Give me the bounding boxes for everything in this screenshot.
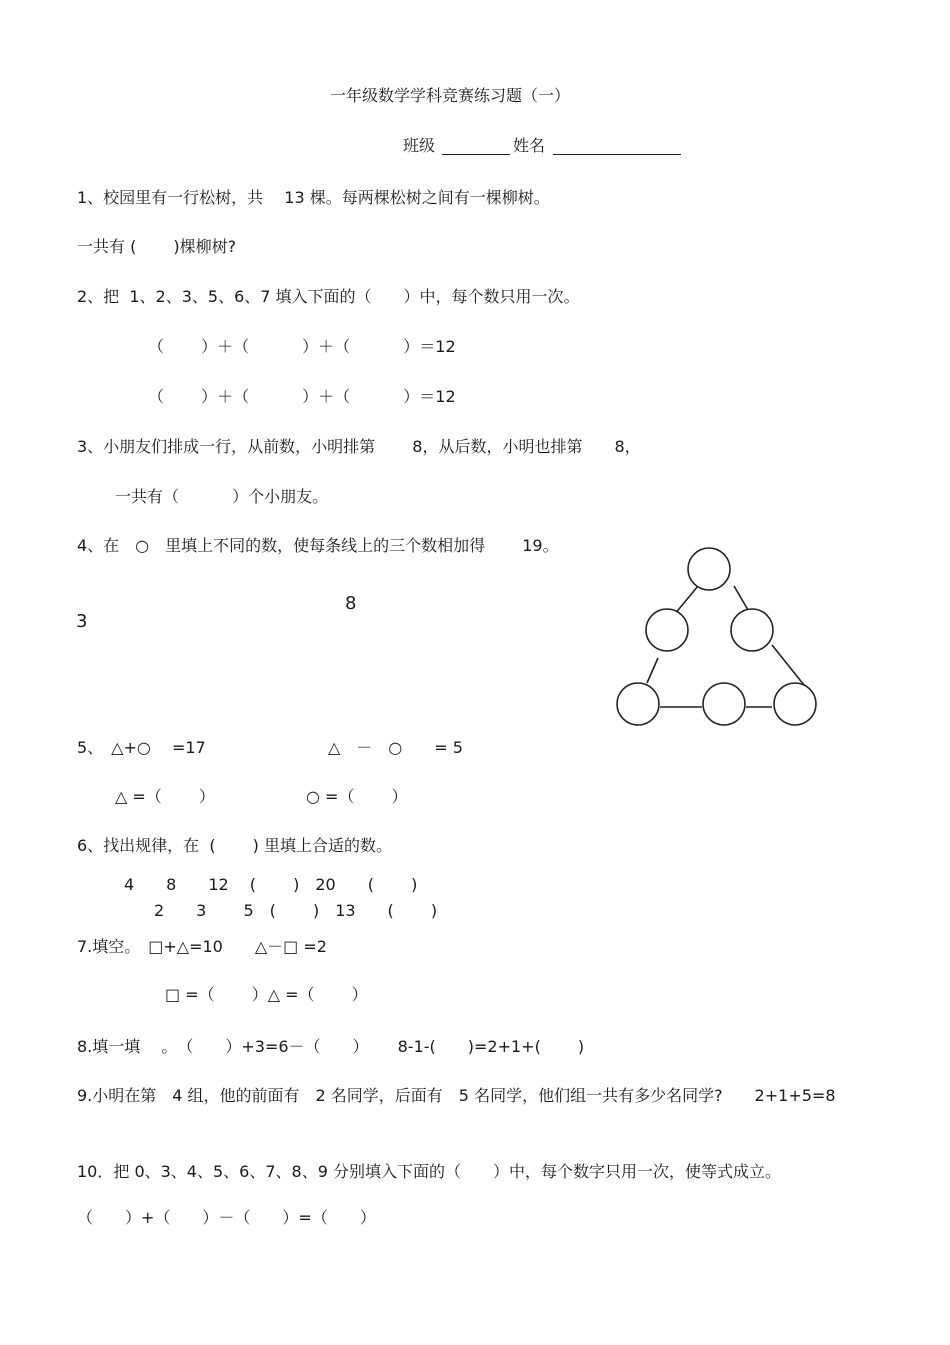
answer-circle[interactable] xyxy=(617,683,659,725)
q4-line1: 4、在 ○ 里填上不同的数，使每条线上的三个数相加得 19。 xyxy=(77,536,559,555)
q8-line1: 8.填一填 。 （ ）+3=6－（ ） 8-1-( )=2+1+( ) xyxy=(77,1037,585,1056)
class-label: 班级 xyxy=(403,136,436,155)
q10-line1: 10．把 0、3、4、5、6、7、8、9 分别填入下面的（ ）中，每个数字只用一次，使等式成立。 xyxy=(77,1162,781,1181)
answer-circle[interactable] xyxy=(731,609,773,651)
q9-line1: 9.小明在第 4 组，他的前面有 2 名同学，后面有 5 名同学，他们组一共有多少名同学? 2+1+5=8 xyxy=(77,1086,836,1105)
page-title: 一年级数学学科竞赛练习题（一） xyxy=(330,86,571,105)
q4-number-3: 3 xyxy=(76,611,88,632)
q5-equation-2: △ － ○ = 5 xyxy=(328,738,463,757)
q6-sequence-2: 2 3 5 ( ) 13 ( ) xyxy=(154,901,438,920)
q2-equation-1: （ ）＋（ ）＋（ ）＝12 xyxy=(148,337,456,356)
diagram-line xyxy=(734,586,748,610)
q6-sequence-1: 4 8 12 ( ) 20 ( ) xyxy=(124,875,418,894)
q7-line1: 7.填空。 □+△=10 △－□ =2 xyxy=(77,937,327,956)
q3-line1: 3、小朋友们排成一行，从前数，小明排第 8，从后数，小明也排第 8， xyxy=(77,437,641,456)
q4-number-8: 8 xyxy=(345,593,357,614)
diagram-line xyxy=(647,658,658,683)
name-blank[interactable] xyxy=(553,138,681,155)
diagram-line xyxy=(674,586,698,615)
answer-circle[interactable] xyxy=(703,683,745,725)
q5-answer-circle: ○ =（ ） xyxy=(306,787,408,806)
answer-circle[interactable] xyxy=(646,609,688,651)
q5-answer-triangle: △ =（ ） xyxy=(115,787,215,806)
triangle-circles-diagram xyxy=(610,540,830,735)
class-blank[interactable] xyxy=(442,138,510,155)
answer-circle[interactable] xyxy=(688,548,730,590)
answer-circle[interactable] xyxy=(774,683,816,725)
q7-answers: □ =（ ）△ =（ ） xyxy=(165,985,368,1004)
q5-equation-1: 5、 △+○ =17 xyxy=(77,738,206,757)
q1-line1: 1、校园里有一行松树，共 13 棵。每两棵松树之间有一棵柳树。 xyxy=(77,188,550,207)
q2-equation-2: （ ）＋（ ）＋（ ）＝12 xyxy=(148,387,456,406)
q2-line1: 2、把 1、2、3、5、6、7 填入下面的（ ）中，每个数只用一次。 xyxy=(77,287,580,306)
diagram-line xyxy=(772,645,804,685)
q10-equation: （ ）+（ ）－（ ）=（ ） xyxy=(77,1208,376,1227)
q3-line2: 一共有（ ）个小朋友。 xyxy=(115,487,329,506)
name-label: 姓名 xyxy=(513,136,546,155)
q1-line2: 一共有 ( )棵柳树? xyxy=(77,237,237,256)
q6-line1: 6、找出规律，在 ( ) 里填上合适的数。 xyxy=(77,836,393,855)
